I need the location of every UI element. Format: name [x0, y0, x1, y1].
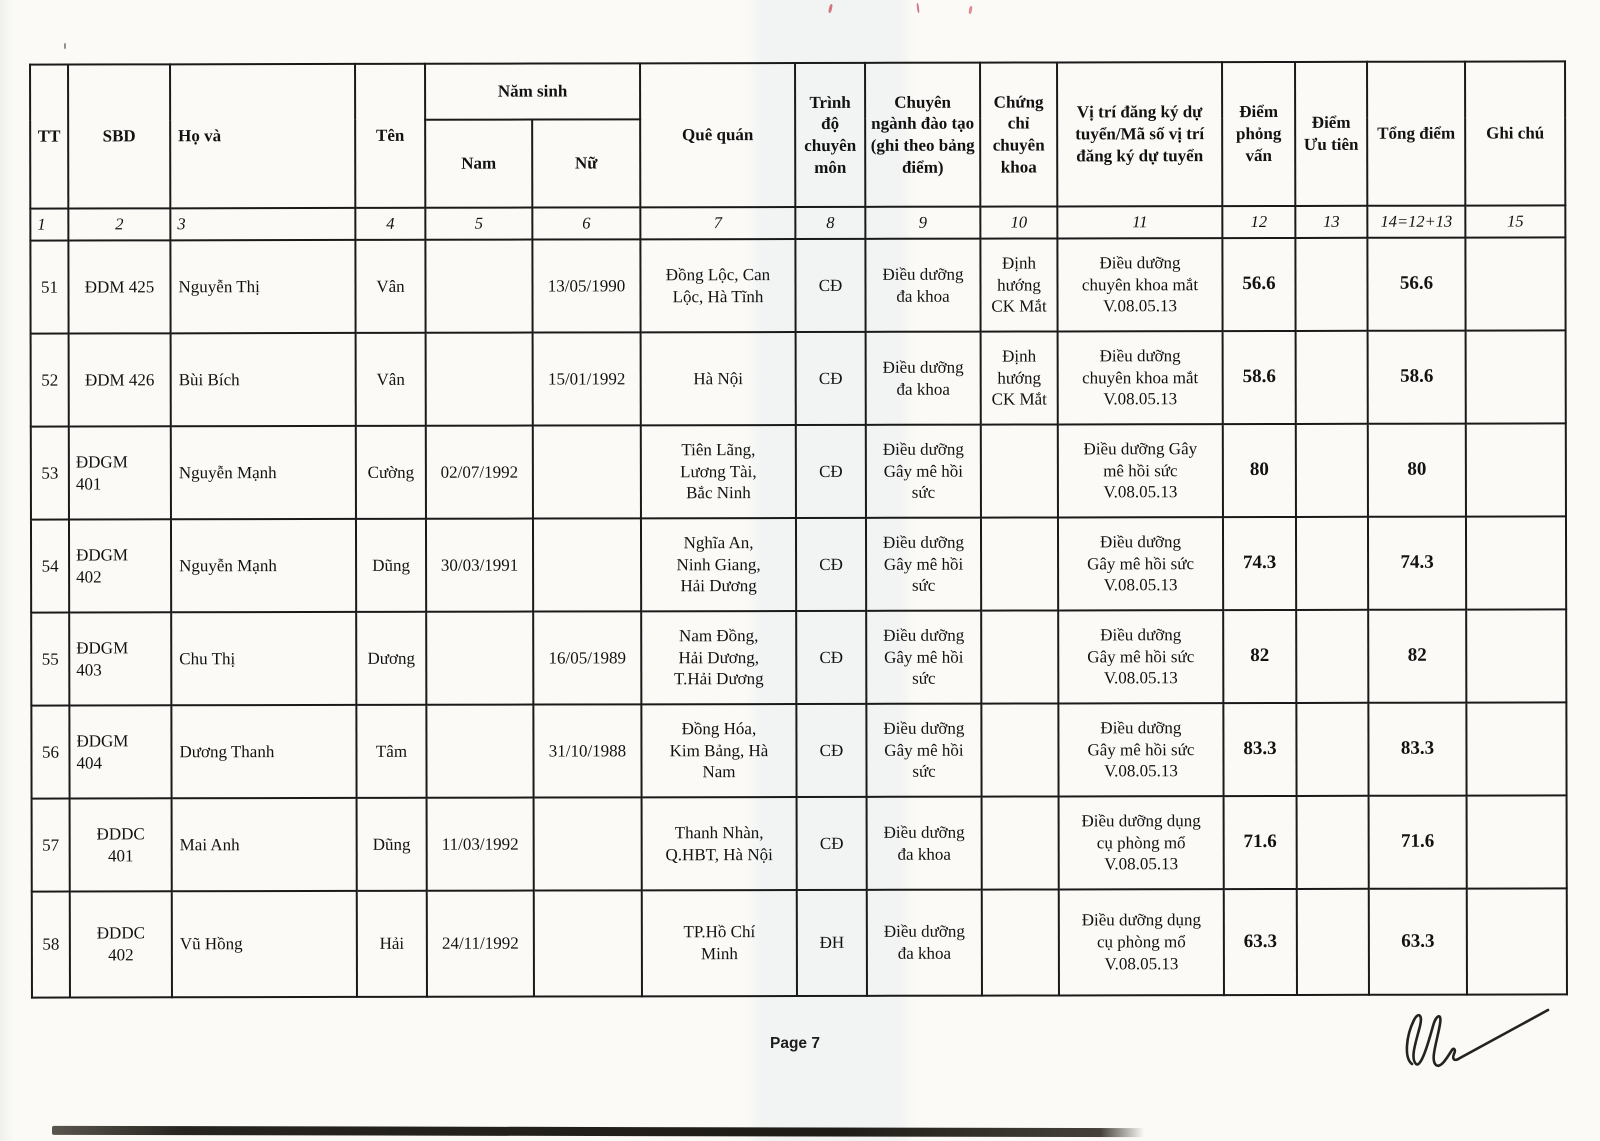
- col-header-tong-diem: Tổng điểm: [1367, 62, 1465, 206]
- cell-tt: 54: [31, 520, 69, 613]
- cell-tt: 51: [30, 241, 68, 334]
- cell-ten: Vân: [356, 333, 426, 426]
- cell-que-quan: Nghĩa An, Ninh Giang, Hải Dương: [641, 518, 796, 611]
- cell-nam: 30/03/1991: [426, 519, 533, 612]
- cell-nu: [533, 518, 641, 611]
- cell-chuyen-nganh: Điều dưỡng Gây mê hồi sức: [866, 704, 981, 797]
- cell-nu: [534, 797, 642, 890]
- table-row: [30, 237, 1565, 333]
- cell-nu: [534, 890, 642, 996]
- cell-ho-va: Bùi Bích: [171, 333, 356, 426]
- cell-ho-va: Nguyễn Thị: [170, 240, 355, 333]
- cell-chung-chi: [981, 610, 1058, 703]
- col-header-que-quan: Quê quán: [640, 63, 795, 207]
- cell-nam: [425, 240, 532, 333]
- cell-vi-tri: Điều dưỡng chuyên khoa mắt V.08.05.13: [1058, 331, 1223, 424]
- col-number: 12: [1222, 206, 1295, 238]
- cell-chuyen-nganh: Điều dưỡng Gây mê hồi sức: [866, 425, 981, 518]
- col-number: 1: [30, 209, 68, 241]
- col-number: 5: [425, 208, 532, 240]
- cell-chung-chi: Định hướng CK Mắt: [980, 238, 1057, 331]
- cell-sbd: ĐDGM 402: [69, 519, 171, 612]
- cell-ghi-chu: [1466, 330, 1566, 423]
- cell-ho-va: Nguyễn Mạnh: [171, 426, 356, 519]
- cell-sbd: ĐDGM 404: [69, 705, 171, 798]
- cell-chung-chi: [981, 703, 1058, 796]
- col-header-tt: TT: [30, 65, 68, 209]
- cell-nu: 16/05/1989: [533, 611, 641, 704]
- cell-tong-diem: 71.6: [1369, 796, 1467, 889]
- cell-tt: 58: [32, 892, 70, 998]
- cell-chung-chi: Định hướng CK Mắt: [981, 331, 1058, 424]
- cell-trinh-do: CĐ: [797, 797, 867, 890]
- col-number: 3: [170, 208, 355, 240]
- cell-tt: 52: [31, 334, 69, 427]
- col-number: 9: [865, 207, 980, 239]
- cell-ghi-chu: [1466, 702, 1566, 795]
- cell-diem-phong-van: 82: [1223, 610, 1296, 703]
- cell-sbd: ĐDGM 401: [69, 426, 171, 519]
- column-number-row: [30, 205, 1565, 240]
- cell-vi-tri: Điều dưỡng Gây mê hồi sức V.08.05.13: [1058, 424, 1223, 517]
- scan-speck: [916, 3, 919, 13]
- cell-vi-tri: Điều dưỡng chuyên khoa mắt V.08.05.13: [1057, 238, 1222, 331]
- cell-diem-phong-van: 83.3: [1223, 703, 1296, 796]
- cell-nam: 24/11/1992: [427, 891, 534, 997]
- cell-vi-tri: Điều dưỡng Gây mê hồi sức V.08.05.13: [1058, 610, 1223, 703]
- cell-sbd: ĐDM 425: [68, 240, 170, 333]
- cell-diem-phong-van: 58.6: [1223, 331, 1296, 424]
- cell-trinh-do: CĐ: [796, 704, 866, 797]
- cell-nu: [533, 425, 641, 518]
- col-header-ten: Tên: [355, 64, 425, 208]
- signature-mark: [1388, 998, 1556, 1080]
- page-number: Page 7: [770, 1035, 820, 1052]
- cell-chuyen-nganh: Điều dưỡng Gây mê hồi sức: [866, 518, 981, 611]
- cell-chuyen-nganh: Điều dưỡng đa khoa: [866, 332, 981, 425]
- col-header-chuyen-nganh: Chuyên ngành đào tạo (ghi theo bảng điểm): [865, 63, 980, 207]
- col-number: 7: [640, 207, 795, 239]
- col-number: 2: [68, 208, 170, 240]
- col-header-ghi-chu: Ghi chú: [1465, 61, 1565, 205]
- cell-ho-va: Chu Thị: [171, 612, 356, 705]
- table-row: [31, 330, 1566, 426]
- cell-nam: [426, 705, 533, 798]
- cell-que-quan: Hà Nội: [641, 332, 796, 425]
- cell-sbd: ĐDDC 401: [70, 798, 172, 891]
- cell-trinh-do: ĐH: [797, 890, 867, 996]
- cell-ten: Dương: [356, 612, 426, 705]
- col-number: 13: [1295, 206, 1367, 238]
- cell-chung-chi: [981, 517, 1058, 610]
- cell-chuyen-nganh: Điều dưỡng đa khoa: [867, 890, 982, 996]
- cell-nam: 02/07/1992: [426, 426, 533, 519]
- cell-tong-diem: 82: [1368, 610, 1466, 703]
- table-row: [31, 702, 1566, 798]
- cell-diem-phong-van: 63.3: [1224, 889, 1297, 995]
- cell-tong-diem: 74.3: [1368, 517, 1466, 610]
- cell-diem-phong-van: 80: [1223, 424, 1296, 517]
- col-number: 11: [1057, 206, 1222, 238]
- cell-que-quan: Tiên Lãng, Lương Tài, Bắc Ninh: [641, 425, 796, 518]
- col-header-nu: Nữ: [532, 119, 640, 207]
- cell-ten: Dũng: [356, 519, 426, 612]
- col-header-ho-va: Họ và: [170, 64, 355, 208]
- cell-vi-tri: Điều dưỡng dụng cụ phòng mổ V.08.05.13: [1059, 796, 1224, 889]
- cell-tt: 56: [31, 706, 69, 799]
- col-number: 8: [795, 207, 865, 239]
- cell-trinh-do: CĐ: [795, 239, 865, 332]
- table-row: [31, 516, 1566, 612]
- cell-ghi-chu: [1467, 888, 1567, 994]
- cell-tong-diem: 83.3: [1368, 703, 1466, 796]
- cell-diem-uu-tien: [1296, 424, 1368, 517]
- cell-chuyen-nganh: Điều dưỡng Gây mê hồi sức: [866, 611, 981, 704]
- table-header: [30, 61, 1565, 240]
- cell-nam: [426, 612, 533, 705]
- cell-chuyen-nganh: Điều dưỡng đa khoa: [867, 797, 982, 890]
- col-number: 10: [980, 206, 1057, 238]
- col-header-nam: Nam: [425, 120, 532, 208]
- cell-nam: 11/03/1992: [427, 798, 534, 891]
- cell-diem-uu-tien: [1297, 796, 1369, 889]
- col-number: 6: [532, 207, 640, 239]
- cell-ten: Tâm: [356, 705, 426, 798]
- cell-nu: 31/10/1988: [533, 704, 641, 797]
- cell-diem-uu-tien: [1297, 889, 1369, 995]
- col-number: 14=12+13: [1367, 206, 1465, 238]
- cell-trinh-do: CĐ: [796, 611, 866, 704]
- cell-chung-chi: [982, 796, 1059, 889]
- cell-ho-va: Nguyễn Mạnh: [171, 519, 356, 612]
- col-number: 4: [355, 208, 425, 240]
- cell-sbd: ĐDGM 403: [69, 612, 171, 705]
- cell-diem-uu-tien: [1296, 517, 1368, 610]
- col-number: 15: [1465, 205, 1565, 237]
- scan-edge-artifact: [52, 1126, 1144, 1137]
- cell-tt: 57: [32, 799, 70, 892]
- table-row: [31, 423, 1566, 519]
- cell-tong-diem: 80: [1368, 424, 1466, 517]
- cell-vi-tri: Điều dưỡng dụng cụ phòng mổ V.08.05.13: [1059, 889, 1224, 995]
- cell-ghi-chu: [1466, 609, 1566, 702]
- col-header-nam-sinh: Năm sinh: [425, 63, 640, 119]
- cell-tt: 53: [31, 427, 69, 520]
- signature-icon: [1388, 998, 1556, 1080]
- col-header-chung-chi: Chứng chỉ chuyên khoa: [980, 62, 1057, 206]
- cell-tt: 55: [31, 613, 69, 706]
- col-header-vi-tri: Vị trí đăng ký dự tuyển/Mã số vị trí đăng ký dự tuyển: [1057, 62, 1222, 206]
- cell-sbd: ĐDDC 402: [70, 891, 172, 997]
- cell-chuyen-nganh: Điều dưỡng đa khoa: [865, 239, 980, 332]
- cell-nu: 13/05/1990: [532, 239, 640, 332]
- cell-ho-va: Vũ Hồng: [172, 891, 357, 997]
- cell-diem-uu-tien: [1296, 703, 1368, 796]
- cell-vi-tri: Điều dưỡng Gây mê hồi sức V.08.05.13: [1058, 703, 1223, 796]
- cell-diem-uu-tien: [1296, 331, 1368, 424]
- cell-ghi-chu: [1465, 237, 1565, 330]
- cell-trinh-do: CĐ: [796, 332, 866, 425]
- cell-diem-phong-van: 56.6: [1222, 238, 1295, 331]
- cell-que-quan: Thanh Nhàn, Q.HBT, Hà Nội: [642, 797, 797, 890]
- cell-sbd: ĐDM 426: [69, 333, 171, 426]
- cell-trinh-do: CĐ: [796, 518, 866, 611]
- cell-que-quan: Nam Đồng, Hải Dương, T.Hải Dương: [641, 611, 796, 704]
- cell-tong-diem: 56.6: [1367, 238, 1465, 331]
- table-row: [31, 609, 1566, 705]
- cell-diem-phong-van: 71.6: [1224, 796, 1297, 889]
- table-row: [32, 795, 1567, 891]
- cell-ho-va: Mai Anh: [172, 798, 357, 891]
- cell-ten: Vân: [355, 240, 425, 333]
- cell-ghi-chu: [1466, 423, 1566, 516]
- cell-ghi-chu: [1466, 516, 1566, 609]
- cell-tong-diem: 58.6: [1368, 331, 1466, 424]
- col-header-trinh-do: Trình độ chuyên môn: [795, 63, 865, 207]
- cell-vi-tri: Điều dưỡng Gây mê hồi sức V.08.05.13: [1058, 517, 1223, 610]
- scanned-page: [29, 60, 1568, 998]
- cell-tong-diem: 63.3: [1369, 889, 1467, 995]
- cell-que-quan: Đồng Lộc, Can Lộc, Hà Tĩnh: [640, 239, 795, 332]
- cell-ten: Hải: [357, 891, 427, 997]
- cell-que-quan: TP.Hồ Chí Minh: [642, 890, 797, 996]
- candidate-table: [29, 60, 1568, 998]
- cell-chung-chi: [981, 424, 1058, 517]
- scan-speck: [828, 4, 833, 13]
- scan-speck: [968, 6, 972, 14]
- cell-ho-va: Dương Thanh: [171, 705, 356, 798]
- col-header-diem-uu-tien: Điểm Ưu tiên: [1295, 62, 1367, 206]
- cell-ghi-chu: [1467, 795, 1567, 888]
- cell-nu: 15/01/1992: [533, 332, 641, 425]
- table-body: [30, 237, 1567, 997]
- col-header-diem-phong-van: Điểm phỏng vấn: [1222, 62, 1295, 206]
- scan-speck: [64, 43, 66, 49]
- cell-ten: Dũng: [357, 798, 427, 891]
- cell-nam: [426, 333, 533, 426]
- cell-diem-uu-tien: [1296, 610, 1368, 703]
- col-header-sbd: SBD: [68, 64, 170, 208]
- cell-trinh-do: CĐ: [796, 425, 866, 518]
- cell-que-quan: Đồng Hóa, Kim Bảng, Hà Nam: [641, 704, 796, 797]
- table-row: [32, 888, 1567, 997]
- cell-ten: Cường: [356, 426, 426, 519]
- cell-chung-chi: [982, 889, 1059, 995]
- cell-diem-uu-tien: [1295, 238, 1367, 331]
- cell-diem-phong-van: 74.3: [1223, 517, 1296, 610]
